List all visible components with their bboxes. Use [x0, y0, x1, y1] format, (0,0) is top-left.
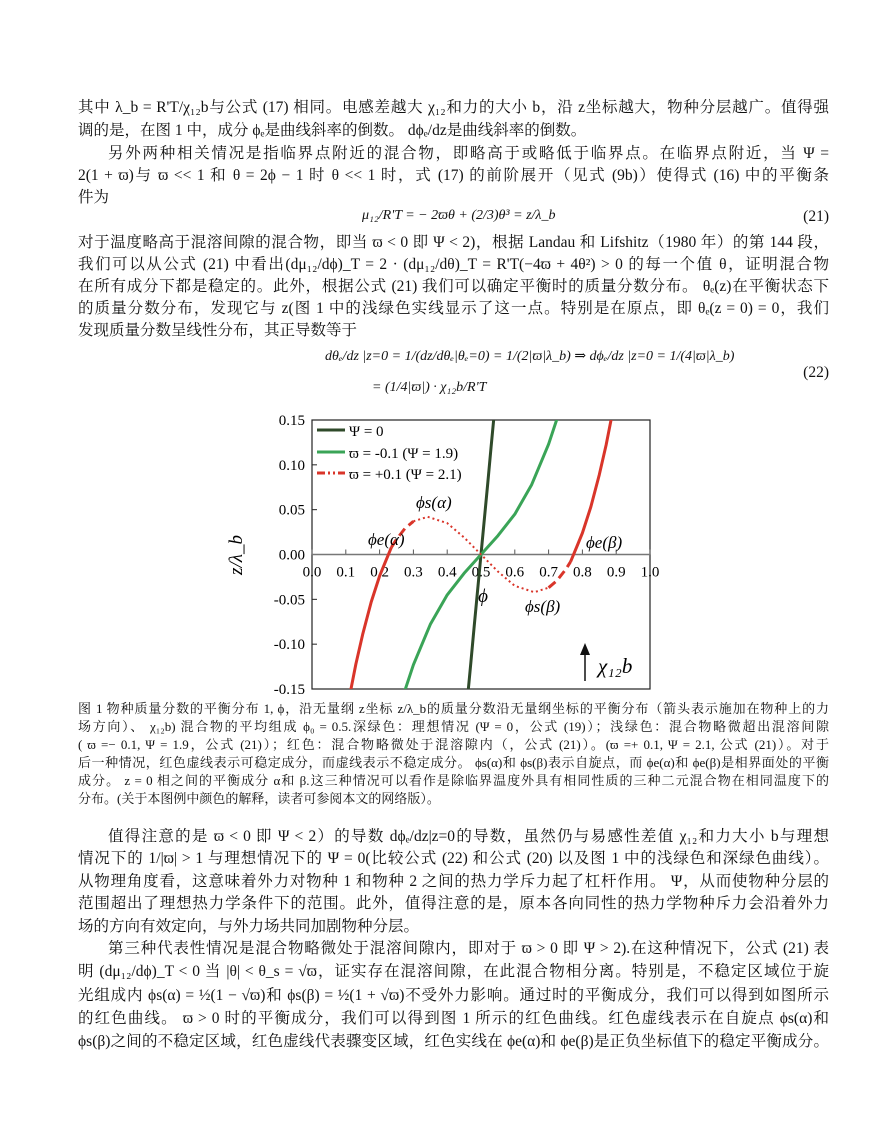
body-line: 值得注意的是 ϖ < 0 即 Ψ < 2）的导数 dϕₑ/dz|z=0的导数，虽然仍与易感性差值 χ₁₂和力大小 b与理想: [108, 828, 829, 845]
body-line: 从物理角度看，这意味着外力对物种 1 和物种 2 之间的热力学斥力起了杠杆作用。 Ψ，从而使物种分层的: [78, 873, 829, 890]
force-arrow-icon: [580, 643, 590, 681]
y-tick-label: -0.05: [273, 592, 305, 609]
x-tick-label: 0.7: [539, 564, 558, 581]
body-line: ϕs(β)之间的不稳定区域，红色虚线代表骤变区域，红色实线在 ϕe(α)和 ϕe(β)是正负坐标值下的稳定平衡成分。: [78, 1033, 829, 1050]
body-line: 第三种代表性情况是混合物略微处于混溶间隙内，即对于 ϖ > 0 即 Ψ > 2).在这种情况下，公式 (21) 表: [108, 940, 829, 957]
body-line: 范围超出了理想热力学条件下的范围。此外，值得注意的是，原本各向同性的热力学物种斥力会沿着外力: [78, 895, 829, 912]
y-tick-label: 0.15: [278, 413, 305, 429]
body-line: 我们可以从公式 (21) 中看出(dμ₁₂/dϕ)_T = 2 · (dμ₁₂/dθ)_T = R'T(−4ϖ + 4θ²) > 0 的每一个值 θ，证明混合物: [78, 256, 829, 273]
x-tick-label: 0.3: [404, 564, 423, 581]
body-line: 发现质量分数呈线性分布，其正导数等于: [78, 322, 358, 339]
body-line: 调的是，在图 1 中，成分 ϕₑ是曲线斜率的倒数。 dϕₑ/dz是曲线斜率的倒数。: [78, 122, 587, 139]
figure-caption-line: 后一种情况，红色虚线表示可稳定成分，而虚线表示不稳定成分。 ϕs(α)和 ϕs(β)表示自旋点，而 ϕe(α)和 ϕe(β)是相界面处的平衡: [78, 755, 829, 770]
body-line: 件为: [78, 189, 110, 206]
figure-caption-line: 图 1 物种质量分数的平衡分布 1, ϕ，沿无量纲 z坐标 z/λ_b的质量分数沿无量纲坐标的平衡分布（箭头表示施加在物种上的力: [78, 701, 829, 716]
y-tick-label: 0.10: [278, 457, 305, 474]
y-tick-label: -0.10: [273, 637, 305, 654]
legend-label: ϖ = +0.1 (Ψ = 2.1): [349, 467, 462, 483]
annotation-phi-e-alpha: ϕe(α): [368, 530, 405, 549]
equation-number: (21): [803, 208, 829, 225]
x-tick-label: 0.4: [437, 564, 457, 581]
body-line: 明 (dμ₁₂/dϕ)_T < 0 当 |θ| < θ_s = √ϖ，证实存在混溶间隙，在此混合物相分离。特别是，不稳定区域位于旋: [78, 963, 829, 980]
x-axis-label: ϕ: [478, 586, 488, 607]
equation-number: (22): [803, 364, 829, 381]
body-line: 其中 λ_b = R'T/χ₁₂b与公式 (17) 相同。电感差越大 χ₁₂和力的大小 b，沿 z坐标越大，物种分层越广。值得强: [78, 99, 829, 116]
equation-22-line1: dθₑ/dz |z=0 = 1/(dz/dθₑ|θₑ=0) = 1/(2|ϖ|λ_b) ⇒ dϕₑ/dz |z=0 = 1/(4|ϖ|λ_b): [325, 349, 735, 364]
legend-label: Ψ = 0: [349, 424, 384, 440]
x-tick-label: 0.5: [471, 564, 491, 581]
x-tick-label: 0.1: [336, 564, 356, 581]
body-line: 另外两种相关情况是指临界点附近的混合物，即略高于或略低于临界点。在临界点附近，当 Ψ =: [108, 145, 829, 162]
annotation-force: χ₁₂b: [598, 654, 633, 678]
body-line: 的红色曲线。 ϖ > 0 时的平衡成分，我们可以得到图 1 所示的红色曲线。红色虚线表示在自旋点 ϕs(α)和: [78, 1010, 829, 1027]
body-line: 对于温度略高于混溶间隙的混合物，即当 ϖ < 0 即 Ψ < 2)，根据 Landau 和 Lifshitz（1980 年）的第 144 段，: [78, 234, 829, 251]
body-line: 在所有成分下都是稳定的。此外，根据公式 (21) 我们可以确定平衡时的质量分数分布。 θₑ(z)在平衡状态下: [78, 278, 829, 295]
body-line: 光组成内 ϕs(α) = ½(1 − √ϖ)和 ϕs(β) = ½(1 + √ϖ)不受外力影响。通过时的平衡成分，我们可以得到如图所示: [78, 987, 829, 1004]
x-tick-label: 0.0: [302, 564, 322, 581]
y-axis-label: z/λ_b: [226, 535, 247, 575]
body-line: 2(1 + ϖ)与 ϖ << 1 和 θ = 2ϕ − 1 时 θ << 1 时，式 (17) 的前阶展开（见式 (9b)）使得式 (16) 中的平衡条: [78, 167, 829, 184]
body-line: 场的方向有效定向，与外力场共同加剧物种分层。: [78, 918, 420, 935]
x-tick-label: 0.6: [505, 564, 525, 581]
y-tick-label: 0.00: [278, 547, 305, 564]
equation-22-line2: = (1/4|ϖ|) · χ₁₂b/R'T: [372, 380, 487, 395]
y-tick-label: -0.15: [273, 682, 305, 698]
annotation-phi-s-beta: ϕs(β): [525, 597, 561, 616]
figure-1-chart: [220, 405, 680, 700]
annotation-phi-e-beta: ϕe(β): [586, 533, 623, 552]
x-tick-label: 0.2: [370, 564, 389, 581]
body-line: 的质量分数分布，发现它与 z(图 1 中的浅绿色实线显示了这一点。特别是在原点，即 θₑ(z = 0) = 0，我们: [78, 300, 829, 317]
annotation-phi-s-alpha: ϕs(α): [416, 493, 452, 512]
legend-label: ϖ = -0.1 (Ψ = 1.9): [349, 446, 459, 462]
figure-caption-line: 场方向）、 χ₁₂b) 混合物的平均组成 ϕ₀ = 0.5.深绿色：理想情况 (Ψ = 0，公式 (19)）；浅绿色：混合物略微超出混溶间隙: [78, 719, 829, 734]
body-line: 情况下的 1/|ϖ| > 1 与理想情况下的 Ψ = 0(比较公式 (22) 和公式 (20) 以及图 1 中的浅绿色和深绿色曲线）。: [78, 850, 829, 867]
equation-21: μ₁₂/R'T = − 2ϖθ + (2/3)θ³ = z/λ_b: [362, 208, 556, 223]
x-tick-label: 0.9: [606, 564, 626, 581]
figure-caption-line: 成分。 z = 0 相之间的平衡成分 α和 β.这三种情况可以看作是除临界温度外具有相同性质的三种二元混合物在相同温度下的: [78, 773, 829, 788]
y-tick-label: 0.05: [278, 502, 305, 519]
figure-caption-line: 分布。(关于本图例中颜色的解释，读者可参阅本文的网络版）。: [78, 791, 440, 806]
x-tick-label: 0.8: [573, 564, 592, 581]
figure-caption-line: ( ϖ =− 0.1, Ψ = 1.9，公式 (21)）；红色：混合物略微处于混溶隙内（，公式 (21)）。(ϖ =+ 0.1, Ψ = 2.1, 公式 (21)）。对于: [78, 737, 829, 752]
x-tick-label: 1.0: [640, 564, 660, 581]
legend: [317, 424, 462, 483]
